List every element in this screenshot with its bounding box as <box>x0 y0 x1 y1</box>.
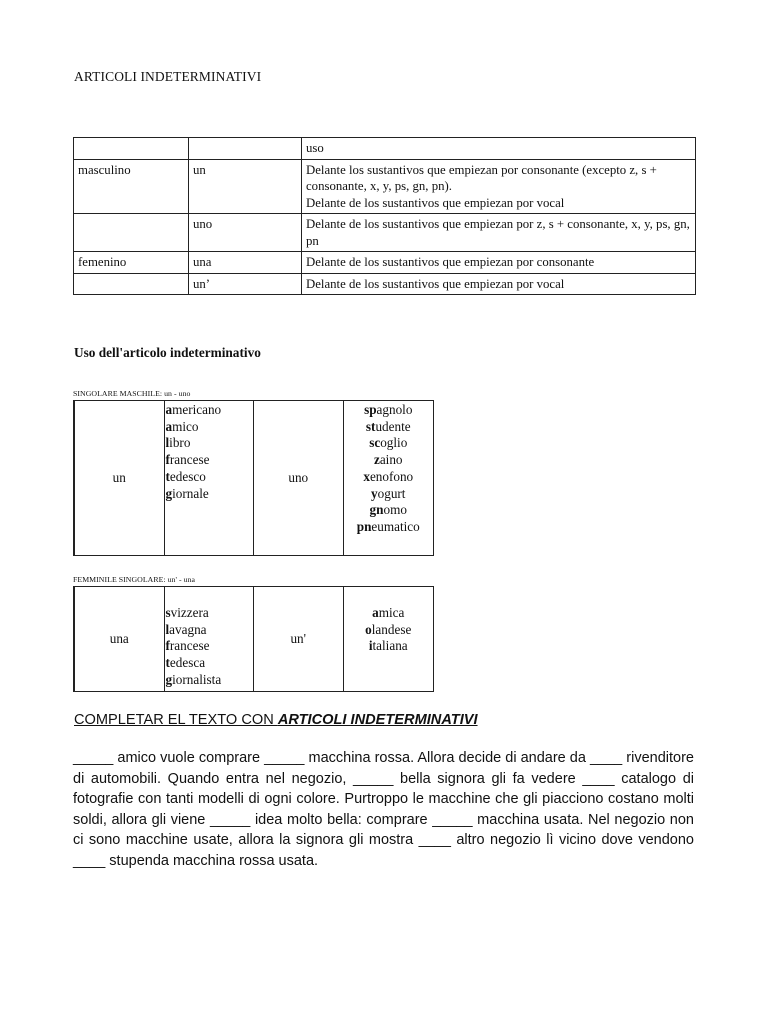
word-item <box>344 502 434 519</box>
feminine-right-words <box>344 587 434 691</box>
masculine-left-words <box>165 401 255 555</box>
word-initial: s <box>165 605 171 620</box>
table-row <box>74 273 696 295</box>
word-rest: mico <box>172 418 199 434</box>
word-item <box>344 605 434 622</box>
word-initial: i <box>368 638 373 654</box>
exercise-text: _____ amico vuole comprare _____ macchina rossa. Allora decide di andare da ____ rivenditore di automobili. Quando entra nel negozio, _____ bella signora gli fa vedere ____ catalogo di fotografie con tanti modelli di ogni colore. Purtroppo le macchine che gli piacciono costano molti soldi, allora gli viene _____ idea molto bella: comprare _____ macchina usata. Nel negozio non ci sono macchine usate, allora la signora gli mostra ____ altro negozio lì vicino dove vendono ____ stupenda macchina rossa usata. <box>73 750 694 869</box>
word-initial: f <box>165 452 170 468</box>
word-item <box>344 486 434 503</box>
feminine-article-un-apostrophe: un' <box>254 587 344 691</box>
word-item <box>166 486 254 503</box>
table-cell: un’ <box>189 273 302 295</box>
exercise-heading-emphasis: ARTICOLI INDETERMINATIVI <box>277 712 478 728</box>
word-rest: mericano <box>172 402 222 417</box>
word-item <box>344 452 434 469</box>
table-cell: un <box>189 159 302 214</box>
exercise-heading-lead: COMPLETAR EL TEXTO CON <box>74 712 278 728</box>
word-initial: l <box>165 435 170 451</box>
word-initial: l <box>165 621 170 637</box>
word-item <box>344 519 434 536</box>
exercise-heading <box>74 712 478 728</box>
word-rest: edesca <box>169 655 206 671</box>
feminine-left-words <box>165 587 255 691</box>
table-cell: Delante de los sustantivos que empiezan por consonante <box>302 252 696 274</box>
table-header-row <box>74 138 696 160</box>
word-rest: udente <box>375 418 411 434</box>
table-cell: una <box>189 252 302 274</box>
word-rest: oglio <box>380 435 408 451</box>
word-item <box>166 402 254 419</box>
word-initial: g <box>165 671 173 687</box>
word-initial: x <box>363 468 370 484</box>
table-cell <box>302 159 696 214</box>
table-cell: masculino <box>74 159 189 214</box>
word-item <box>166 435 254 452</box>
table-row <box>74 214 696 252</box>
word-item <box>166 469 254 486</box>
section-subtitle: Uso dell'articolo indeterminativo <box>74 345 261 360</box>
table-cell <box>74 138 189 160</box>
word-initial: a <box>372 605 379 620</box>
word-item <box>344 622 434 639</box>
word-item <box>344 469 434 486</box>
word-rest: omo <box>383 502 407 518</box>
word-initial: sc <box>369 435 381 451</box>
word-rest: vizzera <box>170 605 209 620</box>
table-cell: uno <box>189 214 302 252</box>
masculine-caption: SINGOLARE MASCHILE: un - uno <box>73 389 191 398</box>
word-initial: f <box>165 638 170 654</box>
articles-table <box>73 137 696 295</box>
word-item <box>344 435 434 452</box>
table-cell <box>74 273 189 295</box>
masculine-grid <box>73 400 434 556</box>
table-cell: Delante de los sustantivos que empiezan por z, s + consonante, x, y, ps, gn, pn <box>302 214 696 252</box>
table-row <box>74 252 696 274</box>
word-rest: aino <box>379 452 403 468</box>
word-item <box>344 402 434 419</box>
word-initial: o <box>365 621 372 637</box>
word-rest: rancese <box>169 452 210 468</box>
word-rest: enofono <box>369 468 414 484</box>
word-item <box>166 419 254 436</box>
word-item <box>166 655 254 672</box>
word-initial: sp <box>364 402 377 417</box>
word-initial: t <box>165 655 170 671</box>
word-rest: avagna <box>169 621 207 637</box>
word-item <box>166 672 254 689</box>
masculine-article-uno: uno <box>254 401 344 555</box>
word-item <box>166 605 254 622</box>
word-initial: a <box>165 402 173 417</box>
word-item <box>344 419 434 436</box>
word-rest: mica <box>378 605 405 620</box>
word-initial: gn <box>369 502 384 518</box>
word-item <box>166 638 254 655</box>
word-initial: t <box>165 468 170 484</box>
word-item <box>166 452 254 469</box>
word-rest: iornalista <box>172 671 222 687</box>
table-cell: femenino <box>74 252 189 274</box>
feminine-caption: FEMMINILE SINGOLARE: un' - una <box>73 575 196 584</box>
word-rest: eumatico <box>371 518 420 534</box>
word-rest: iornale <box>172 485 209 501</box>
word-rest: edesco <box>169 468 206 484</box>
masculine-article-un: un <box>75 401 165 555</box>
table-cell-line: Delante de los sustantivos que empiezan por vocal <box>306 195 565 210</box>
word-initial: y <box>371 485 378 501</box>
table-cell-line: Delante los sustantivos que empiezan por consonante (excepto z, s + consonante, x, y, ps, gn, pn). <box>306 162 657 193</box>
table-cell: uso <box>302 138 696 160</box>
word-rest: agnolo <box>376 402 413 417</box>
word-rest: taliana <box>372 638 408 654</box>
table-row <box>74 159 696 214</box>
feminine-grid <box>73 586 434 692</box>
word-item <box>344 638 434 655</box>
word-rest: rancese <box>169 638 210 654</box>
word-rest: ibro <box>169 435 191 451</box>
feminine-article-una: una <box>75 587 165 691</box>
word-item <box>166 622 254 639</box>
table-cell <box>189 138 302 160</box>
word-initial: z <box>373 452 380 468</box>
word-initial: g <box>165 485 173 501</box>
word-initial: a <box>165 418 173 434</box>
word-initial: st <box>365 418 376 434</box>
page-title: ARTICOLI INDETERMINATIVI <box>74 69 262 84</box>
word-rest: ogurt <box>377 485 406 501</box>
masculine-right-words <box>344 401 434 555</box>
table-cell <box>74 214 189 252</box>
word-initial: pn <box>356 518 372 534</box>
word-rest: landese <box>371 621 412 637</box>
table-cell: Delante de los sustantivos que empiezan por vocal <box>302 273 696 295</box>
